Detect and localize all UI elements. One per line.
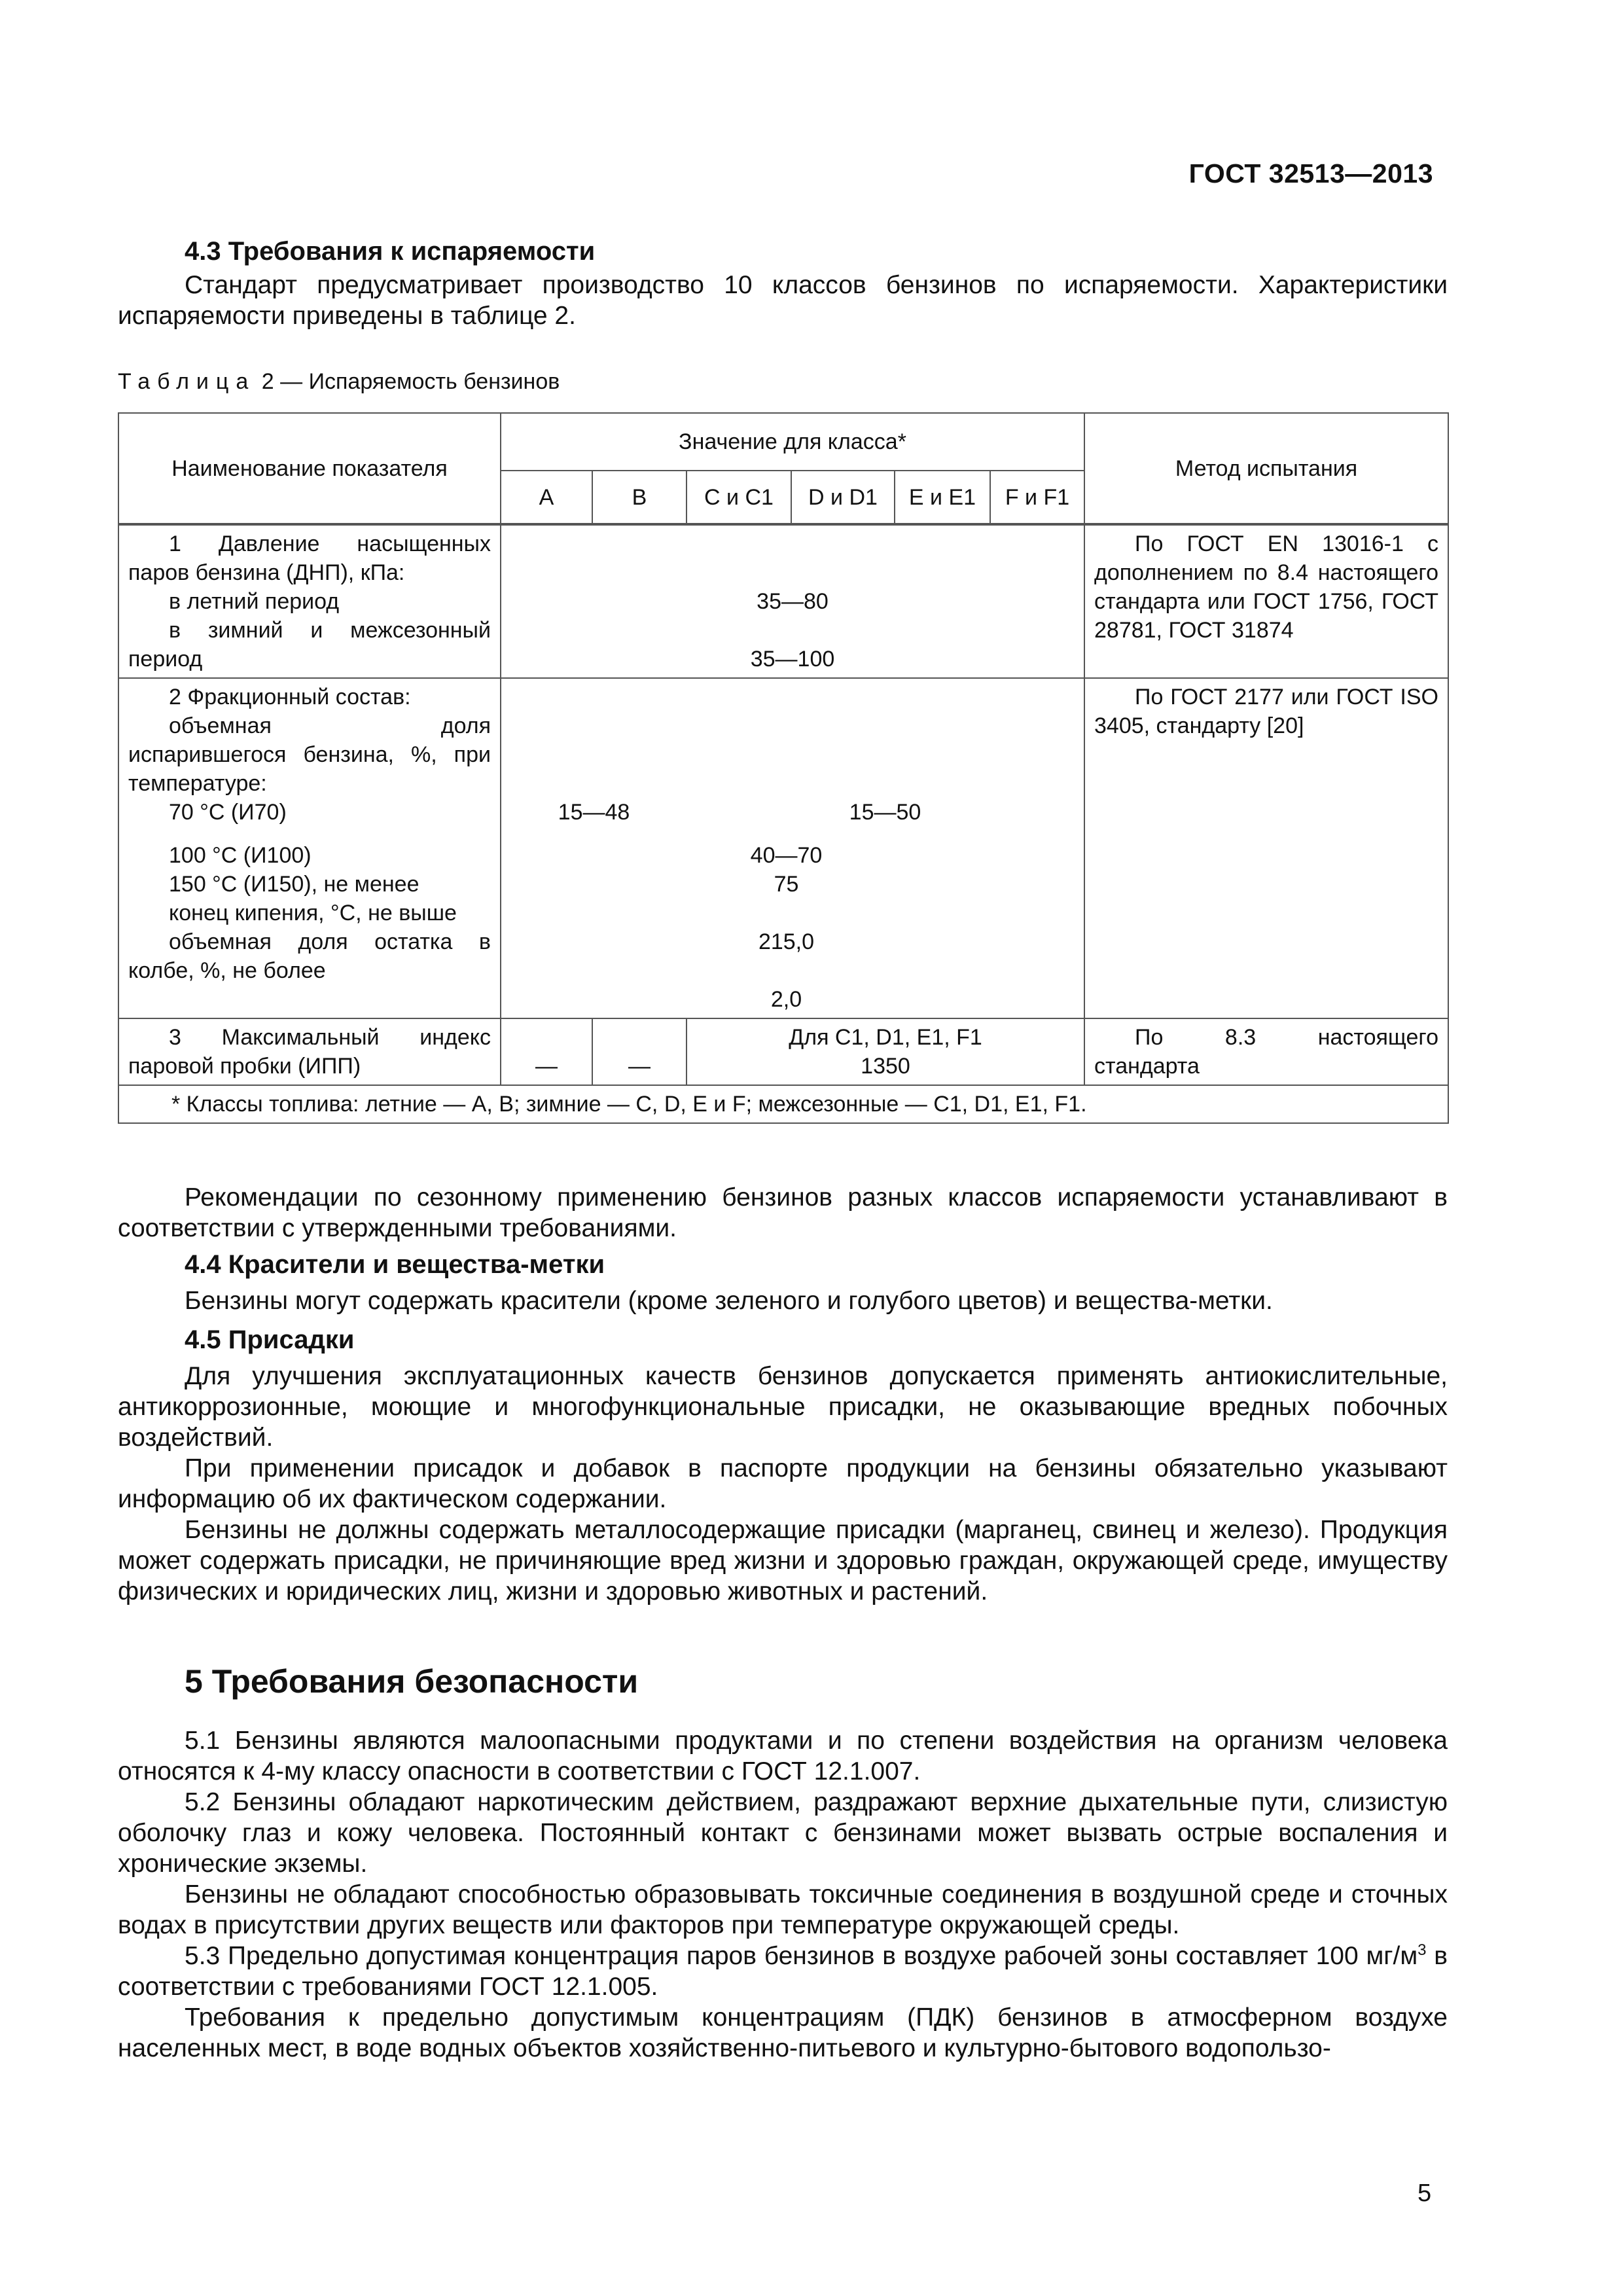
header-test-method: Метод испытания bbox=[1084, 413, 1448, 524]
table-row bbox=[118, 524, 1448, 678]
row2-method: По ГОСТ 2177 или ГОСТ ISO 3405, стандарту [20] bbox=[1084, 678, 1448, 1018]
row2-v150: 75 bbox=[774, 872, 799, 897]
table-footnote-row bbox=[118, 1085, 1448, 1123]
table-caption-text: 2 — Испаряемость бензинов bbox=[261, 369, 560, 394]
table-footnote: * Классы топлива: летние — А, В; зимние — С, D, Е и F; межсезонные — С1, D1, Е1, F1. bbox=[118, 1085, 1448, 1123]
row2-v100: 40—70 bbox=[750, 843, 823, 868]
row1-summer-value: 35—80 bbox=[757, 589, 829, 614]
header-class-c: С и С1 bbox=[687, 471, 791, 524]
row1-values bbox=[501, 524, 1084, 678]
header-indicator-name: Наименование показателя bbox=[118, 413, 501, 524]
section-4-5-paragraph-3: Бензины не должны содержать металлосодержащие присадки (марганец, свинец и железо). Продукция может содержать присадки, не причиняющие вред жизни и здоровью граждан, окружающей среде, имуществу физических и юридических лиц, жизни и здоровью животных и растений. bbox=[118, 1516, 1448, 1605]
header-class-d: D и D1 bbox=[791, 471, 895, 524]
section-4-5-title: 4.5 Присадки bbox=[185, 1325, 355, 1354]
header-class-e: Е и Е1 bbox=[895, 471, 990, 524]
section-5-2-paragraph: 5.2 Бензины обладают наркотическим действием, раздражают верхние дыхательные пути, слизистую оболочку глаз и кожу человека. Постоянный контакт с бензинами может вызвать острые воспаления и хронические экземы. bbox=[118, 1788, 1448, 1878]
section-5 bbox=[118, 1661, 1448, 2064]
row1-indicator: 1 Давление насыщенных паров бензина (ДНП), кПа: в летний период в зимний и межсезонный период bbox=[118, 524, 501, 678]
table-caption bbox=[118, 367, 1448, 397]
section-5-title: 5 Требования безопасности bbox=[185, 1663, 639, 1700]
table-2-wrapper bbox=[118, 412, 1448, 1124]
section-4-4-paragraph: Бензины могут содержать красители (кроме зеленого и голубого цветов) и вещества-метки. bbox=[185, 1287, 1273, 1315]
section-5-3-paragraph-2: Требования к предельно допустимым концентрациям (ПДК) бензинов в атмосферном воздухе населенных мест, в воде водных объектов хозяйственно-питьевого и культурно-бытового водопользо- bbox=[118, 2003, 1448, 2062]
row2-vres: 2,0 bbox=[770, 987, 802, 1012]
table-caption-word: Таблица bbox=[118, 369, 256, 394]
section-4-5-paragraph-1: Для улучшения эксплуатационных качеств бензинов допускается применять антиокислительные, антикоррозионные, моющие и многофункциональные присадки, не оказывающие вредных побочных воздействий. bbox=[118, 1362, 1448, 1452]
header-class-a: А bbox=[501, 471, 592, 524]
section-4-3 bbox=[118, 233, 1448, 331]
section-4-5-paragraph-2: При применении присадок и добавок в паспорте продукции на бензины обязательно указывают информацию об их фактическом содержании. bbox=[118, 1454, 1448, 1513]
table-row bbox=[118, 678, 1448, 1018]
row3-indicator: 3 Максимальный индекс паровой пробки (ИПП) bbox=[118, 1018, 501, 1085]
section-4-4-title: 4.4 Красители и вещества-метки bbox=[185, 1250, 605, 1279]
row3-class-b: — bbox=[592, 1018, 687, 1085]
section-5-1-paragraph: 5.1 Бензины являются малоопасными продуктами и по степени воздействия на организм человека относятся к 4-му классу опасности в соответствии с ГОСТ 12.1.007. bbox=[118, 1727, 1448, 1785]
section-4-3-paragraph: Стандарт предусматривает производство 10 классов бензинов по испаряемости. Характеристики испаряемости приведены в таблице 2. bbox=[118, 271, 1448, 330]
row1-method: По ГОСТ EN 13016-1 с дополнением по 8.4 настоящего стандарта или ГОСТ 1756, ГОСТ 28781, ГОСТ 31874 bbox=[1084, 524, 1448, 678]
row2-values-rest bbox=[687, 678, 1084, 1018]
recommendation-paragraph: Рекомендации по сезонному применению бензинов разных классов испаряемости устанавливают в соответствии с утвержденными требованиями. bbox=[118, 1183, 1448, 1242]
row3-values: Для С1, D1, Е1, F1 1350 bbox=[687, 1018, 1084, 1085]
table-2 bbox=[118, 412, 1449, 1124]
standard-header: ГОСТ 32513—2013 bbox=[1188, 158, 1433, 188]
section-5-2-paragraph-2: Бензины не обладают способностью образовывать токсичные соединения в воздушной среде и сточных водах в присутствии других веществ или факторов при температуре окружающей среды. bbox=[118, 1880, 1448, 1939]
row1-winter-value: 35—100 bbox=[750, 647, 835, 672]
page-number: 5 bbox=[1418, 2179, 1432, 2207]
section-after-table bbox=[118, 1182, 1448, 1607]
row3-class-a: — bbox=[501, 1018, 592, 1085]
section-5-3-paragraph: 5.3 Предельно допустимая концентрация паров бензинов в воздухе рабочей зоны составляет 100 $мг/м^3$ в соответствии с требованиями ГОСТ 12.1.005. bbox=[118, 1941, 1448, 2001]
row2-indicator: 2 Фракционный состав: объемная доля испарившегося бензина, %, при температуре: 70 °С (И70) 100 °С (И100) 150 °С (И150), не менее конец кипения, °С, не выше объемная доля остатка в колбе, %, не более bbox=[118, 678, 501, 1018]
header-class-value: Значение для класса* bbox=[501, 413, 1084, 471]
section-4-3-title: 4.3 Требования к испаряемости bbox=[185, 237, 596, 266]
header-class-f: F и F1 bbox=[990, 471, 1084, 524]
row2-vend: 215,0 bbox=[758, 929, 815, 954]
row2-v70-ab: 15—48 bbox=[558, 800, 630, 825]
row2-v70-rest: 15—50 bbox=[849, 800, 921, 825]
row3-method: По 8.3 настоящего стандарта bbox=[1084, 1018, 1448, 1085]
header-class-b: В bbox=[592, 471, 687, 524]
table-row bbox=[118, 1018, 1448, 1085]
